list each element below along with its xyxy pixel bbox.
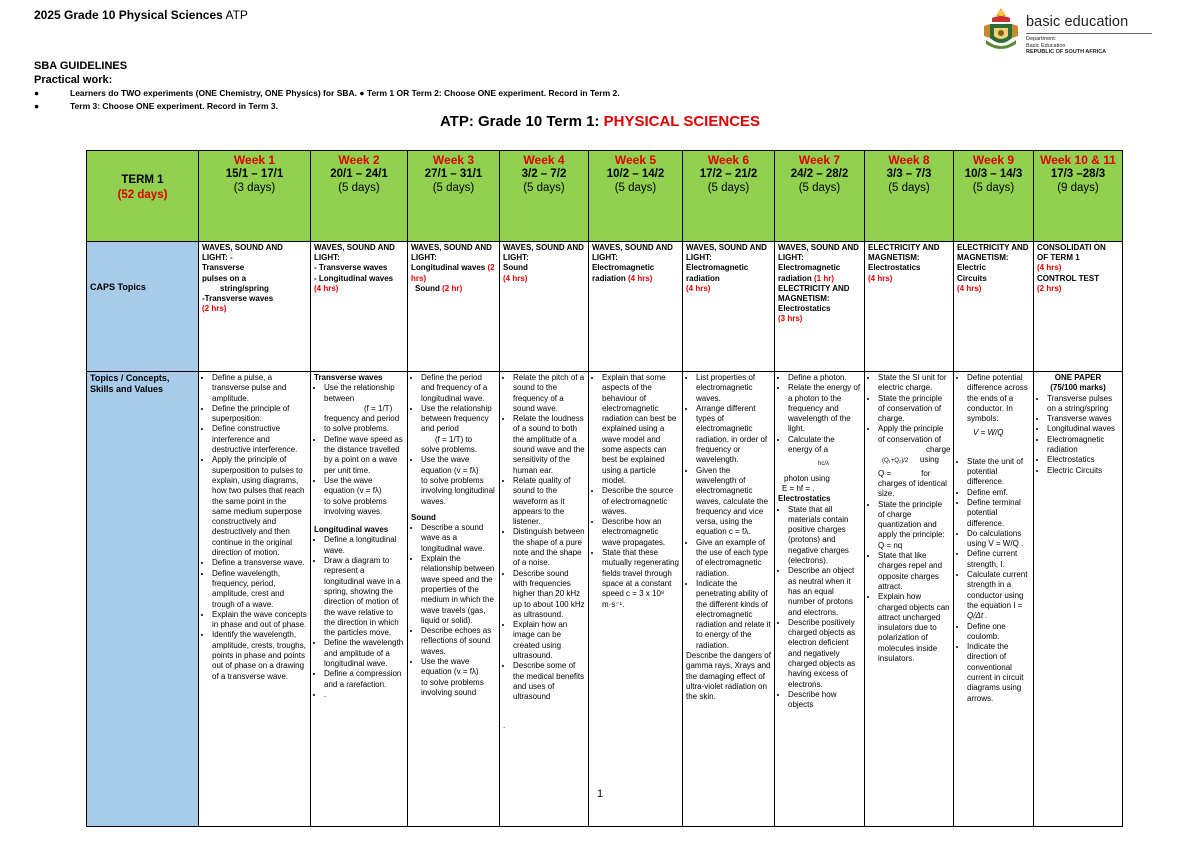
atp-title: ATP: Grade 10 Term 1: PHYSICAL SCIENCES — [439, 113, 761, 130]
caps-cell: WAVES, SOUND AND LIGHT: Sound (4 hrs) — [500, 242, 589, 372]
topics-cell-week4: • Relate the pitch of a sound to the frequency of a sound wave. • Relate the loudness of a sound to both the amplitude of a sound wave and the sensitivity of the human ear. • Relate quality of sound to the waveform as it appears to the listener. • Distinguish between the shape of a pure note and the shape of a noise. • Describe sound with frequencies higher than 20 kHz up to about 100 kHz as ultrasound. • Explain how an image can be created using ultrasound. • Describe some of the medical benefits and uses of ultrasound . — [500, 372, 589, 827]
topics-cell-week2: Transverse waves • Use the relationship between (f = 1/T) frequency and period to solve problems. • Define wave speed as the distance travelled by a point on a wave per unit time. • Use the wave equation (v = fλ) to solve problems involving waves. Longitudinal waves • Define a longitudinal wave. • Draw a diagram to represent a longitudinal wave in a spring, showing the direction of motion of the wave relative to the direction in which the particles move. • Define the wavelength and amplitude of a longitudinal wave. • Define a compression and a rarefaction. • . — [311, 372, 408, 827]
caps-cell: WAVES, SOUND AND LIGHT: Electromagnetic radiation (4 hrs) — [589, 242, 683, 372]
term-cell: TERM 1 (52 days) — [87, 151, 199, 242]
caps-topics-label: CAPS Topics — [87, 242, 199, 372]
bullet-item: ● Learners do TWO experiments (ONE Chemistry, ONE Physics) for SBA. ● Term 1 OR Term 2: Choose ONE experiment. Record in Term 2. — [34, 88, 620, 98]
week-header: Week 3 27/1 – 31/1 (5 days) — [408, 151, 500, 242]
topics-cell-week8: • State the SI unit for electric charge. • State the principle of conservation of charge. • Apply the principle of conservation of charge (Q₁+Q₂)/2 using Q = for charges of identical size. • State the principle of charge quantization and apply the principle: Q = nq • State that like charges repel and opposite charges attract. • Explain how charged objects can attract uncharged insulators due to polarization of molecules inside insulators. — [865, 372, 954, 827]
week-header: Week 10 & 11 17/3 –28/3 (9 days) — [1034, 151, 1123, 242]
sba-bullets — [34, 87, 620, 113]
week-header: Week 5 10/2 – 14/2 (5 days) — [589, 151, 683, 242]
topics-cell-week7: • Define a photon. • Relate the energy of a photon to the frequency and wavelength of the light. • Calculate the energy of a hc/λ photon using E = hf = . Electrostatics • State that all materials contain positive charges (protons) and negative charges (electrons). • Describe an object as neutral when it has an equal number of protons and electrons. • Describe positively charged objects as electron deficient and negatively charged objects as having excess of electrons. • Describe how objects — [775, 372, 865, 827]
topics-cell-week3: • Define the period and frequency of a longitudinal wave. • Use the relationship between frequency and period (f = 1/T) to solve problems. • Use the wave equation (v = fλ) to solve problems involving longitudinal waves. Sound • Describe a sound wave as a longitudinal wave. • Explain the relationship between wave speed and the properties of the medium in which the wave travels (gas, liquid or solid). • Describe echoes as reflections of sound waves. • Use the wave equation (v = fλ) to solve problems involving sound — [408, 372, 500, 827]
sba-guidelines — [34, 59, 127, 87]
week-header: Week 8 3/3 – 7/3 (5 days) — [865, 151, 954, 242]
department-logo — [982, 6, 1152, 56]
topics-row — [87, 372, 1123, 827]
caps-row — [87, 242, 1123, 372]
logo-divider — [1026, 33, 1152, 34]
caps-cell: WAVES, SOUND AND LIGHT: Electromagnetic radiation (1 hr) ELECTRICITY AND MAGNETISM: Electrostatics (3 hrs) — [775, 242, 865, 372]
sba-heading: SBA GUIDELINES — [34, 60, 128, 72]
caps-cell: ELECTRICITY AND MAGNETISM: Electric Circuits (4 hrs) — [954, 242, 1034, 372]
topics-cell-week6: • List properties of electromagnetic waves. • Arrange different types of electromagnetic radiation, in order of frequency or wavelength. • Given the wavelength of electromagnetic waves, calculate the frequency and vice versa, using the equation c = fλ. • Give an example of the use of each type of electromagnetic radiation. • Indicate the penetrating ability of the different kinds of electromagnetic radiation and relate it to energy of the radiation. Describe the dangers of gamma rays, Xrays and the damaging effect of ultra-violet radiation on the skin. — [683, 372, 775, 827]
week-header: Week 9 10/3 – 14/3 (5 days) — [954, 151, 1034, 242]
week-header: Week 4 3/2 – 7/2 (5 days) — [500, 151, 589, 242]
caps-cell: WAVES, SOUND AND LIGHT: Longitudinal waves (2 hrs) Sound (2 hr) — [408, 242, 500, 372]
caps-cell: WAVES, SOUND AND LIGHT: Electromagnetic radiation (4 hrs) — [683, 242, 775, 372]
week-header-row — [87, 151, 1123, 242]
header-title: 2025 Grade 10 Physical Sciences — [34, 8, 223, 22]
header-title-suffix: ATP — [222, 8, 248, 22]
week-header: Week 1 15/1 – 17/1 (3 days) — [199, 151, 311, 242]
topics-cell-week1: • Define a pulse, a transverse pulse and amplitude. • Define the principle of superposition. • Define constructive interference and destructive interference. • Apply the principle of superposition to pulses to explain, using diagrams, how two pulses that reach the same point in the same medium superpose constructively and destructively and then continue in the original direction of motion. • Define a transverse wave. • Define wavelength, frequency, period, amplitude, crest and trough of a wave. • Explain the wave concepts in phase and out of phase. • Identify the wavelength, amplitude, crests, troughs, points in phase and points out of phase on a drawing of a transverse wave. — [199, 372, 311, 827]
logo-subtitle: Department: Basic Education REPUBLIC OF SOUTH AFRICA — [1026, 36, 1107, 55]
caps-cell: CONSOLIDATI ON OF TERM 1 (4 hrs) CONTROL TEST (2 hrs) — [1034, 242, 1123, 372]
practical-work-label: Practical work: — [34, 74, 113, 86]
coat-of-arms-icon — [982, 6, 1020, 54]
page-number: 1 — [596, 788, 604, 800]
week-header: Week 6 17/2 – 21/2 (5 days) — [683, 151, 775, 242]
topics-concepts-label: Topics / Concepts, Skills and Values — [87, 372, 199, 827]
atp-table — [86, 150, 1123, 827]
caps-cell: ELECTRICITY AND MAGNETISM: Electrostatics (4 hrs) — [865, 242, 954, 372]
logo-name: basic education — [1026, 14, 1129, 30]
week-header: Week 2 20/1 – 24/1 (5 days) — [311, 151, 408, 242]
week-header: Week 7 24/2 – 28/2 (5 days) — [775, 151, 865, 242]
topics-cell-week10: ONE PAPER (75/100 marks) • Transverse pulses on a string/spring • Transverse waves • Longitudinal waves • Electromagnetic radiation • Electrostatics • Electric Circuits — [1034, 372, 1123, 827]
caps-cell: WAVES, SOUND AND LIGHT: - Transverse pulses on a string/spring -Transverse waves (2 hrs) — [199, 242, 311, 372]
document-header — [34, 8, 248, 22]
topics-cell-week9: • Define potential difference across the ends of a conductor. In symbols: V = W/Q • State the unit of potential difference. • Define emf. • Define terminal potential difference. • Do calculations using V = W/Q . • Define current strength, I. • Calculate current strength in a conductor using the equation I = Q/Δt . • Define one coulomb. • Indicate the direction of conventional current in circuit diagrams using arrows. — [954, 372, 1034, 827]
caps-cell: WAVES, SOUND AND LIGHT: - Transverse waves - Longitudinal waves (4 hrs) — [311, 242, 408, 372]
topics-cell-week5: • Explain that some aspects of the behaviour of electromagnetic radiation can best be explained using a wave model and some aspects can best be explained using a particle model. • Describe the source of electromagnetic waves. • Describe how an electromagnetic wave propagates. • State that these mutually regenerating fields travel through space at a constant speed c = 3 x 10⁸ m·s⁻¹. — [589, 372, 683, 827]
bullet-item: ● Term 3: Choose ONE experiment. Record in Term 3. — [34, 101, 278, 111]
